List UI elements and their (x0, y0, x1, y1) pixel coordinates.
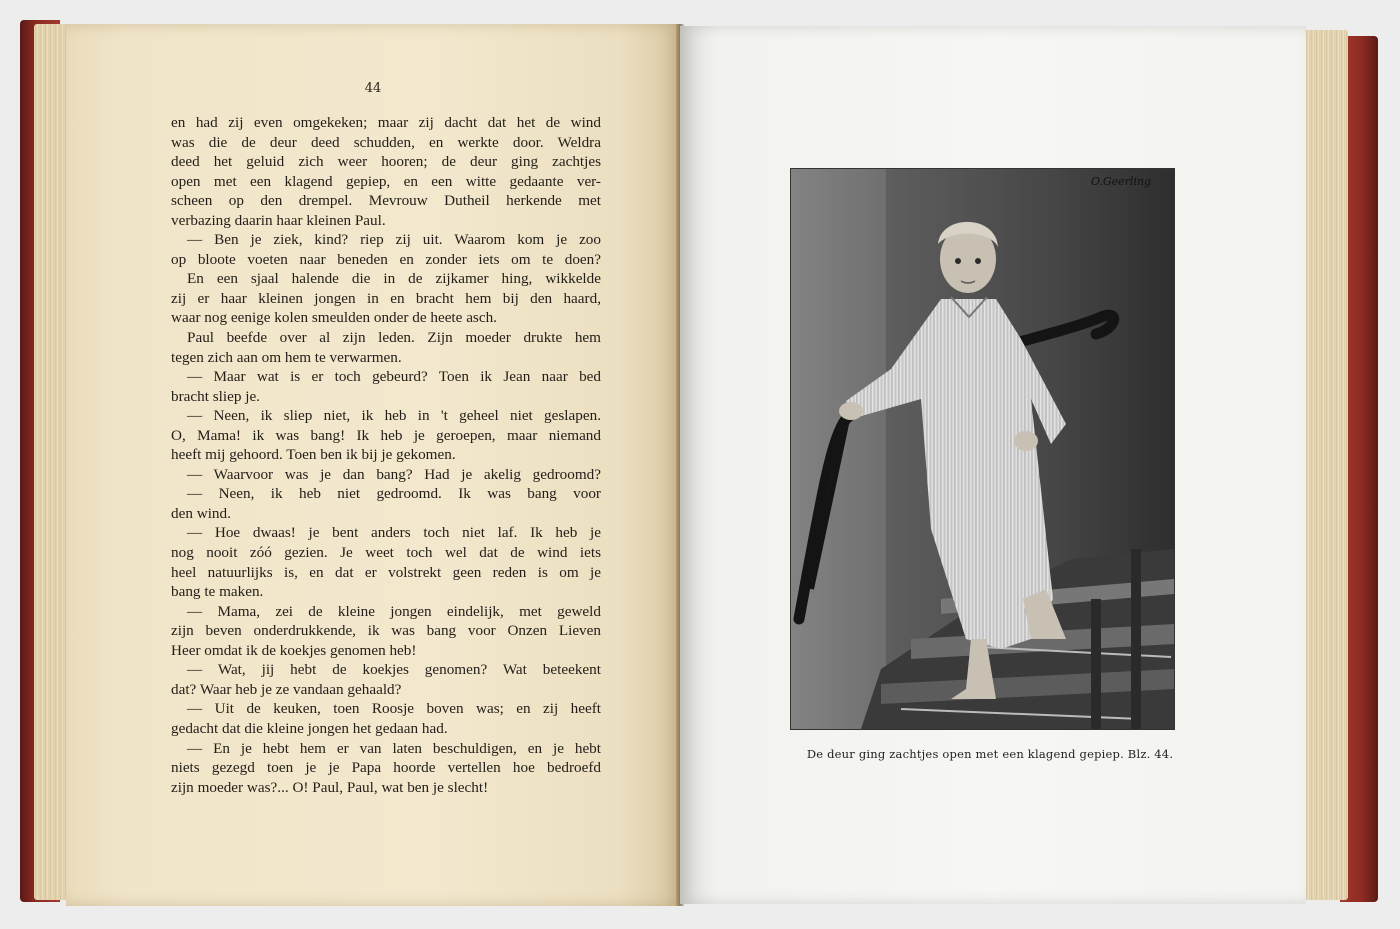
text-line: — En je hebt hem er van laten beschuldigen, en je hebt (187, 739, 601, 757)
text-line: — Waarvoor was je dan bang? Had je akelig gedroomd? (187, 465, 601, 483)
text-line: En een sjaal halende die in de zijkamer hing, wikkelde (187, 270, 601, 288)
text-line: verbazing daarin haar kleinen Paul. (171, 211, 386, 229)
text-line: niets gezegd toen je je Papa hoorde vertellen hoe bedroefd (171, 759, 601, 777)
text-line: gedacht dat die kleine jongen het gedaan had. (171, 719, 448, 737)
text-line: — Hoe dwaas! je bent anders toch niet laf. Ik heb je (187, 524, 601, 542)
text-line: heel natuurlijks is, en dat er volstrekt geen reden is om je (171, 563, 601, 581)
text-line: zijn beven onderdrukkende, ik was bang voor Onzen Lieven (171, 622, 601, 640)
text-line: — Ben je ziek, kind? riep zij uit. Waarom kom je zoo (187, 231, 601, 249)
text-line: O, Mama! ik was bang! Ik heb je geroepen, maar niemand (171, 426, 601, 444)
text-line: waar nog eenige kolen smeulden onder de heete asch. (171, 309, 497, 327)
text-line: op bloote voeten naar beneden en zonder iets om te doen? (171, 250, 601, 268)
text-line: — Neen, ik heb niet gedroomd. Ik was bang voor (187, 485, 601, 503)
left-page (66, 24, 680, 906)
text-line: — Mama, zei de kleine jongen eindelijk, met geweld (187, 602, 601, 620)
text-line: en had zij even omgekeken; maar zij dacht dat het de wind (171, 114, 601, 131)
boy-on-stairs-illustration (791, 169, 1174, 729)
text-line: — Neen, ik sliep niet, ik heb in 't geheel niet geslapen. (187, 407, 601, 425)
illustration-caption: De deur ging zachtjes open met een klagend gepiep. Blz. 44. (806, 747, 1174, 761)
text-line: bang te maken. (171, 583, 264, 601)
page-number: 44 (364, 81, 382, 96)
text-line: heeft mij gehoord. Toen ben ik bij je gekomen. (171, 446, 456, 464)
text-line: zijn moeder was?... O! Paul, Paul, wat ben je slecht! (171, 778, 489, 796)
text-line: bracht sliep je. (171, 387, 260, 405)
text-line: was die de deur deed schudden, en werkte door. Weldra (171, 133, 601, 151)
text-line: nog nooit zóó gezien. Je weet toch wel dat de wind iets (171, 544, 601, 562)
text-line: deed het geluid zich weer hooren; de deur ging zachtjes (171, 153, 601, 171)
text-line: den wind. (171, 504, 231, 522)
text-line: Heer omdat ik de koekjes genomen heb! (171, 641, 417, 659)
text-line: Paul beefde over al zijn leden. Zijn moeder drukte hem (187, 329, 601, 347)
page-text (171, 113, 601, 797)
text-line: zij er haar kleinen jongen in en bracht hem bij den haard, (171, 289, 601, 307)
illustration-plate (790, 168, 1175, 730)
artist-signature: O.Geerling (1091, 175, 1152, 188)
text-line: — Maar wat is er toch gebeurd? Toen ik Jean naar bed (187, 368, 601, 386)
text-line: — Uit de keuken, toen Roosje boven was; en zij heeft (187, 700, 601, 718)
text-line: tegen zich aan om hem te verwarmen. (171, 348, 402, 366)
text-line: scheen op den drempel. Mevrouw Dutheil herkende met (171, 192, 601, 210)
text-line: dat? Waar heb je ze vandaan gehaald? (171, 680, 402, 698)
text-line: — Wat, jij hebt de koekjes genomen? Wat beteekent (187, 661, 601, 679)
page-edges-right (1300, 30, 1348, 900)
right-page (680, 26, 1306, 904)
text-line: open met een klagend gepiep, en een witte gedaante ver- (171, 172, 601, 190)
